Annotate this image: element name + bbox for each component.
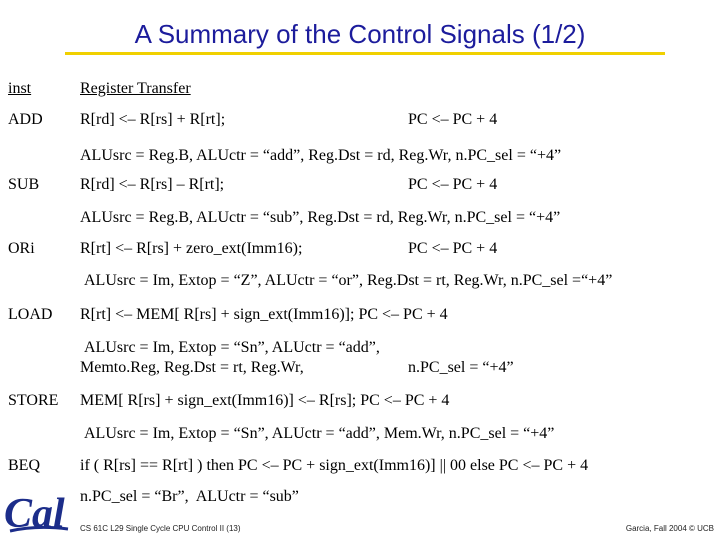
- pc-sub: PC <– PC + 4: [408, 176, 498, 193]
- rt-load: R[rt] <– MEM[ R[rs] + sign_ext(Imm16)]; PC <– PC + 4: [80, 306, 448, 323]
- slide-title: A Summary of the Control Signals (1/2): [134, 19, 586, 49]
- inst-beq: BEQ: [8, 457, 40, 474]
- footer-course: CS 61C L29 Single Cycle CPU Control II (13): [80, 524, 241, 533]
- ctrl-store: ALUsrc = Im, Extop = “Sn”, ALUctr = “add”, Mem.Wr, n.PC_sel = “+4”: [84, 425, 555, 442]
- inst-load: LOAD: [8, 306, 53, 323]
- pc-ori: PC <– PC + 4: [408, 240, 498, 257]
- title-underline: [65, 52, 665, 55]
- ctrl-sub: ALUsrc = Reg.B, ALUctr = “sub”, Reg.Dst = rd, Reg.Wr, n.PC_sel = “+4”: [80, 209, 561, 226]
- cal-logo-text: Cal: [4, 491, 65, 537]
- footer-credit: Garcia, Fall 2004 © UCB: [625, 524, 714, 533]
- rt-beq: if ( R[rs] == R[rt] ) then PC <– PC + sign_ext(Imm16)] || 00 else PC <– PC + 4: [80, 457, 589, 474]
- ctrl-add: ALUsrc = Reg.B, ALUctr = “add”, Reg.Dst = rd, Reg.Wr, n.PC_sel = “+4”: [80, 147, 562, 164]
- rt-ori: R[rt] <– R[rs] + zero_ext(Imm16);: [80, 240, 303, 257]
- column-header-register-transfer: Register Transfer: [80, 80, 191, 97]
- ctrl-ori: ALUsrc = Im, Extop = “Z”, ALUctr = “or”, Reg.Dst = rt, Reg.Wr, n.PC_sel =“+4”: [84, 272, 613, 289]
- pc-add: PC <– PC + 4: [408, 111, 498, 128]
- ctrl-load-line2: Memto.Reg, Reg.Dst = rt, Reg.Wr,: [80, 359, 304, 376]
- ctrl-beq: n.PC_sel = “Br”, ALUctr = “sub”: [80, 488, 299, 505]
- ctrl-load-line2-pcsel: n.PC_sel = “+4”: [408, 359, 514, 376]
- column-header-inst: inst: [8, 80, 32, 97]
- rt-sub: R[rd] <– R[rs] – R[rt];: [80, 176, 225, 193]
- inst-store: STORE: [8, 392, 59, 409]
- inst-add: ADD: [8, 111, 43, 128]
- inst-sub: SUB: [8, 176, 40, 193]
- rt-store: MEM[ R[rs] + sign_ext(Imm16)] <– R[rs]; PC <– PC + 4: [80, 392, 450, 409]
- cal-logo: [2, 485, 72, 537]
- inst-ori: ORi: [8, 240, 35, 257]
- rt-add: R[rd] <– R[rs] + R[rt];: [80, 111, 226, 128]
- ctrl-load: ALUsrc = Im, Extop = “Sn”, ALUctr = “add”,: [84, 339, 380, 356]
